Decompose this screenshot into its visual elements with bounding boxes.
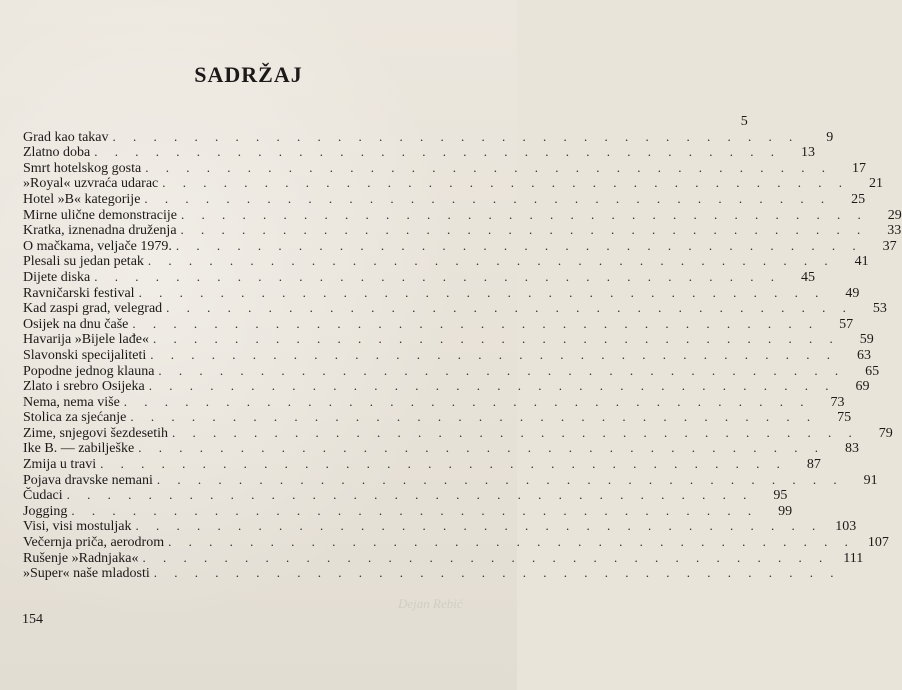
toc-entry — [23, 128, 834, 145]
toc-entry-page: 13 — [801, 145, 816, 161]
toc-entry — [23, 300, 887, 317]
toc-entry-title: Ravničarski festival — [23, 285, 135, 301]
toc-entry-title: Zlato i srebro Osijeka — [23, 379, 145, 395]
toc-entry-page: 59 — [859, 332, 874, 348]
toc-entry-title: Večernja priča, aerodrom — [23, 535, 165, 551]
toc-entry-title: Rušenje »Radnjaka« — [23, 550, 139, 566]
toc-leader-dots: . . . . . . . . . . . . . . . . . . . . . . . . . . . . . . . . . . — [138, 440, 825, 456]
toc-entry — [23, 549, 864, 566]
table-of-contents — [23, 113, 902, 582]
toc-entry-page: 21 — [869, 176, 884, 192]
toc-entry-title: Mirne ulične demonstracije — [23, 207, 177, 223]
toc-entry-page: 53 — [872, 301, 887, 317]
toc-entry — [23, 440, 859, 457]
toc-entry-page: 75 — [837, 410, 852, 426]
toc-entry — [23, 190, 866, 207]
toc-leader-dots: . . . . . . . . . . . . . . . . . . . . . . . . . . . . . . . . . . — [180, 206, 868, 222]
toc-entry-page: 25 — [851, 191, 866, 207]
toc-entry-title: Visi, visi mostuljak — [23, 519, 132, 535]
toc-entry-title: Havarija »Bijele lađe« — [23, 332, 149, 348]
toc-leader-dots: . . . . . . . . . . . . . . . . . . . . . . . . . . . . . . . . . . — [162, 175, 850, 191]
toc-leader-dots: . . . . . . . . . . . . . . . . . . . . . . . . . . . . . . . . . . — [156, 471, 844, 487]
toc-entry — [23, 534, 889, 551]
toc-entry-page: 49 — [845, 285, 860, 301]
toc-leader-dots: . . . . . . . . . . . . . . . . . . . . . . . . . . . . . . . . . . — [100, 456, 787, 472]
toc-entry-title: Kratka, iznenadna druženja — [23, 223, 177, 239]
toc-entry-page: 107 — [867, 535, 889, 551]
toc-leader-dots: . . . . . . . . . . . . . . . . . . . . . . . . . . . . . . . . . . — [66, 487, 754, 503]
toc-entry-title: Stolica za sjećanje — [23, 410, 127, 426]
toc-entry-title: Zime, snjegovi šezdesetih — [23, 425, 169, 441]
toc-entry — [23, 456, 821, 473]
toc-entry-title: Plesali su jedan petak — [23, 254, 144, 270]
toc-entry — [23, 393, 845, 410]
toc-leader-dots: . . . . . . . . . . . . . . . . . . . . . . . . . . . . . . . . . . — [71, 502, 759, 518]
toc-entry — [23, 222, 902, 239]
toc-entry — [23, 206, 902, 223]
toc-entry — [23, 284, 860, 301]
toc-entry-title: Popodne jednog klauna — [23, 363, 155, 379]
toc-entry-title: »Super« naše mladosti — [23, 566, 150, 582]
toc-entry-page: 17 — [851, 160, 866, 176]
toc-entry — [23, 378, 870, 395]
toc-leader-dots: . . . . . . . . . . . . . . . . . . . . . . . . . . . . . . . . . . — [180, 222, 868, 238]
toc-entry — [23, 144, 816, 161]
toc-entry-title: Zlatno doba — [23, 145, 91, 161]
toc-entry-title: Osijek na dnu čaše — [23, 316, 129, 332]
toc-entry-page: 63 — [857, 347, 872, 363]
toc-leader-dots: . . . . . . . . . . . . . . . . . . . . . . . . . . . . . . . . . . — [148, 378, 836, 394]
toc-entry — [23, 268, 816, 285]
toc-entry-title: Pojava dravske nemani — [23, 472, 153, 488]
toc-entry — [23, 175, 884, 192]
toc-entry-page: 95 — [773, 488, 788, 504]
toc-entry — [23, 409, 852, 426]
page-number: 154 — [22, 612, 43, 627]
toc-leader-dots: . . . . . . . . . . . . . . . . . . . . . . . . . . . . . . . . . . — [166, 300, 853, 316]
toc-leader-dots: . . . . . . . . . . . . . . . . . . . . . . . . . . . . . . . . . . — [145, 159, 832, 175]
toc-entry-page: 99 — [778, 503, 793, 519]
toc-entry-page: 87 — [806, 457, 821, 473]
toc-entry — [23, 237, 897, 254]
toc-entry-page: 29 — [887, 207, 902, 223]
toc-entry-page: 83 — [844, 441, 859, 457]
toc-leader-dots: . . . . . . . . . . . . . . . . . . . . . . . . . . . . . . . . . . — [132, 315, 820, 331]
toc-leader-dots: . . . . . . . . . . . . . . . . . . . . . . . . . . . . . . . . . . — [153, 565, 841, 581]
toc-entry-page: 41 — [854, 254, 869, 270]
toc-entry — [23, 159, 866, 176]
toc-entry-page: 45 — [801, 269, 816, 285]
page-title: SADRŽAJ — [194, 62, 303, 87]
toc-entry-title: Grad kao takav — [23, 129, 109, 145]
toc-entry-page: 57 — [839, 316, 854, 332]
toc-entry-page: 9 — [826, 129, 834, 145]
toc-entry-title: Dijete diska — [23, 269, 91, 285]
toc-entry — [23, 518, 857, 535]
toc-entry-title: Čudaci — [23, 488, 63, 504]
toc-entry-page: 91 — [863, 472, 878, 488]
toc-entry-page: 37 — [882, 238, 897, 254]
toc-entry-title: O mačkama, veljače 1979. — [23, 238, 172, 254]
toc-entry — [23, 502, 793, 519]
bleed-through-text: Dejan Rebić — [398, 596, 463, 611]
toc-entry-title: Smrt hotelskog gosta — [23, 160, 142, 176]
toc-entry-page: 33 — [887, 223, 902, 239]
toc-leader-dots: . . . . . . . . . . . . . . . . . . . . . . . . . . . . . . . . . . — [144, 190, 832, 206]
toc-entry-title: »Royal« uzvraća udarac — [23, 176, 159, 192]
toc-entry-title: Kad zaspi grad, velegrad — [23, 301, 163, 317]
toc-entry-title: Hotel »B« kategorije — [23, 191, 141, 207]
toc-entry-title: Nema, nema više — [23, 394, 120, 410]
toc-leader-dots: . . . . . . . . . . . . . . . . . . . . . . . . . . . . . . . . . . — [158, 362, 846, 378]
toc-entry — [23, 346, 872, 363]
toc-leader-dots: . . . . . . . . . . . . . . . . . . . . . . . . . . . . . . . . . . — [147, 253, 835, 269]
toc-leader-dots: . . . . . . . . . . . . . . . . . . . . . . . . . . . . . . . . . . — [150, 346, 838, 362]
toc-entry-page: 69 — [855, 379, 870, 395]
toc-entry — [23, 315, 854, 332]
toc-leader-dots: . . . . . . . . . . . . . . . . . . . . . . . . . . . . . . . . . . — [172, 424, 859, 440]
toc-leader-dots: . . . . . . . . . . . . . . . . . . . . . . . . . . . . . . . . . . — [152, 331, 840, 347]
toc-leader-dots: . . . . . . . . . . . . . . . . . . . . . . . . . . . . . . . . . . — [175, 237, 863, 253]
toc-entry — [23, 362, 880, 379]
toc-leader-dots: . . . . . . . . . . . . . . . . . . . . . . . . . . . . . . . . . . — [123, 393, 811, 409]
toc-entry-title: Zmija u travi — [23, 457, 97, 473]
toc-leader-dots: . . . . . . . . . . . . . . . . . . . . . . . . . . . . . . . . . . — [142, 549, 830, 565]
toc-leader-dots: . . . . . . . . . . . . . . . . . . . . . . . . . . . . . . . . . . — [168, 534, 855, 550]
toc-entry-title: Slavonski specijaliteti — [23, 347, 147, 363]
toc-entry-title: Jogging — [23, 503, 68, 519]
toc-entry — [23, 471, 878, 488]
toc-entry-page: 111 — [843, 550, 864, 566]
toc-entry — [23, 565, 841, 582]
toc-entry — [23, 113, 748, 129]
toc-entry-page: 65 — [865, 363, 880, 379]
toc-entry — [23, 487, 788, 504]
toc-leader-dots: . . . . . . . . . . . . . . . . . . . . . . . . . . . . . . . . . . — [135, 518, 823, 534]
toc-leader-dots: . . . . . . . . . . . . . . . . . . . . . . . . . . . . . . . . . . — [138, 284, 826, 300]
toc-entry — [23, 331, 874, 348]
toc-leader-dots: . . . . . . . . . . . . . . . . . . . . . . . . . . . . . . . . . . — [94, 268, 782, 284]
toc-leader-dots: . . . . . . . . . . . . . . . . . . . . . . . . . . . . . . . . . . — [94, 144, 782, 160]
toc-leader-dots: . . . . . . . . . . . . . . . . . . . . . . . . . . . . . . . . . . — [130, 409, 818, 425]
toc-entry-page: 5 — [740, 114, 748, 129]
toc-entry-page: 73 — [830, 394, 845, 410]
toc-entry-page: 103 — [835, 519, 857, 535]
toc-entry — [23, 253, 869, 270]
toc-entry-title: Ike B. — zabilješke — [23, 441, 135, 457]
toc-leader-dots: . . . . . . . . . . . . . . . . . . . . . . . . . . . . . . . . . . — [112, 128, 800, 144]
toc-entry — [23, 424, 893, 441]
toc-entry-page: 79 — [878, 425, 893, 441]
